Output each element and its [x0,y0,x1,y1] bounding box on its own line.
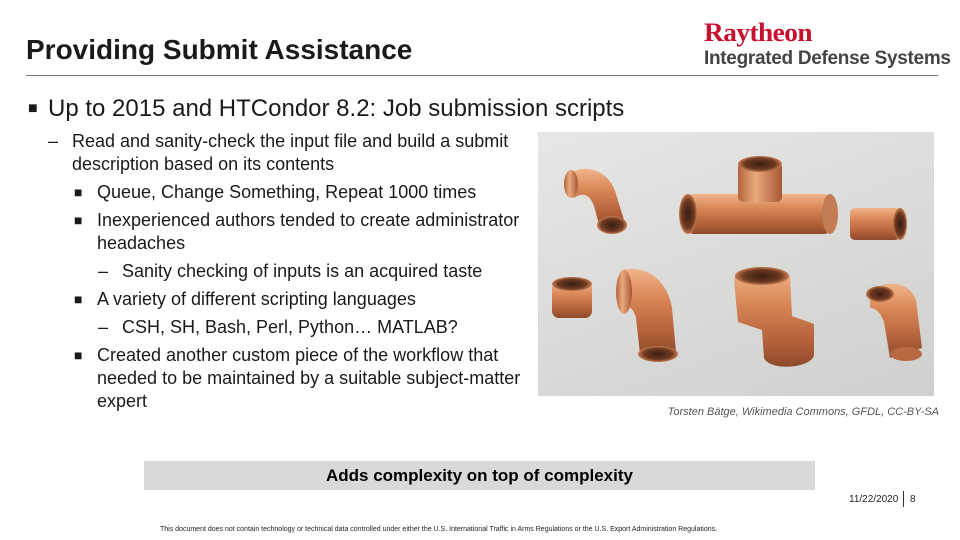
square-bullet-icon: ■ [74,184,83,200]
elbow-90-fitting [616,269,678,362]
tee-fitting [679,156,838,234]
cap-fitting [552,277,592,318]
copper-fittings-photo [538,132,934,396]
callout-banner: Adds complexity on top of complexity [144,461,815,490]
bullet-list [48,130,528,418]
elbow-fitting [564,169,627,234]
bullet-item [48,209,528,255]
slide-date: 11/22/2020 [849,494,899,505]
bullet-item [48,181,528,204]
main-bullet [28,95,624,123]
bullet-text: Queue, Change Something, Repeat 1000 times [97,182,477,202]
slide-title: Providing Submit Assistance [26,34,413,65]
bullet-item [48,316,528,339]
reducer-fitting [734,267,814,367]
copper-fittings-illustration [538,132,934,396]
raytheon-logo [704,20,951,70]
bullet-item [48,344,528,413]
square-bullet-icon: ■ [74,212,83,228]
bullet-text: Read and sanity-check the input file and build a submit description based on its contents [72,131,509,174]
bullet-text: A variety of different scripting languages [97,289,416,309]
photo-caption: Torsten Bätge, Wikimedia Commons, GFDL, CC-BY-SA [667,406,939,418]
coupling-fitting [850,208,907,240]
footer-divider [903,491,904,507]
export-disclaimer: This document does not contain technology or technical data controlled under either the U.S. International Traffic in Arms Regulations or the U.S. Export Administration Regulations. [160,526,718,533]
bullet-item [48,288,528,311]
bullet-text: Sanity checking of inputs is an acquired taste [122,261,483,281]
bullet-text: Inexperienced authors tended to create administrator headaches [97,210,520,253]
title-divider [26,75,938,76]
logo-brand: Raytheon [704,18,813,47]
main-bullet-text: Up to 2015 and HTCondor 8.2: Job submission scripts [48,95,625,122]
bullet-item [48,130,528,176]
elbow-45-fitting [866,284,922,361]
page-number: 8 [910,494,916,505]
bullet-item [48,260,528,283]
dash-bullet-icon: – [98,317,109,337]
bullet-text: CSH, SH, Bash, Perl, Python… MATLAB? [122,317,458,337]
dash-bullet-icon: – [98,261,109,281]
bullet-text: Created another custom piece of the workflow that needed to be maintained by a suitable subject-matter expert [97,345,521,411]
logo-division: Integrated Defense Systems [704,48,951,69]
square-bullet-icon: ■ [74,347,83,363]
square-bullet-icon: ■ [74,291,83,307]
dash-bullet-icon: – [48,131,59,151]
square-bullet-icon: ■ [28,100,38,117]
